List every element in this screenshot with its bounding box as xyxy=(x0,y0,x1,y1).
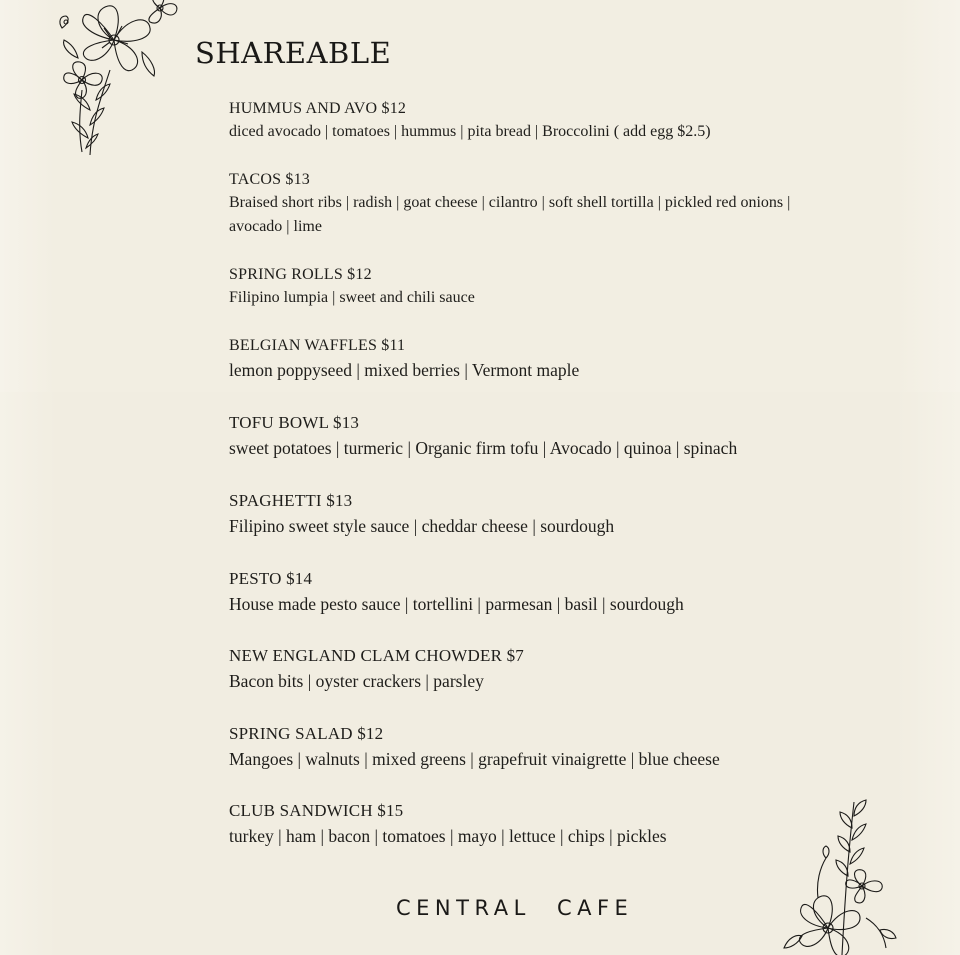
menu-item-heading: SPRING ROLLS $12 xyxy=(229,266,372,283)
menu-item-description: sweet potatoes | turmeric | Organic firm tofu | Avocado | quinoa | spinach xyxy=(229,438,738,458)
menu-item-heading: HUMMUS AND AVO $12 xyxy=(229,100,407,117)
menu-item-heading: CLUB SANDWICH $15 xyxy=(229,801,404,820)
menu-item xyxy=(229,489,829,539)
menu-item xyxy=(229,799,829,849)
menu-item-description: Bacon bits | oyster crackers | parsley xyxy=(229,671,484,691)
menu-item-heading: SPRING SALAD $12 xyxy=(229,724,384,743)
menu-item-heading: PESTO $14 xyxy=(229,569,313,588)
menu-item-description: Mangoes | walnuts | mixed greens | grapefruit vinaigrette | blue cheese xyxy=(229,749,720,769)
menu-item-description: House made pesto sauce | tortellini | parmesan | basil | sourdough xyxy=(229,594,684,614)
menu-item-heading: SPAGHETTI $13 xyxy=(229,491,353,510)
menu-item-description: Braised short ribs | radish | goat cheese | cilantro | soft shell tortilla | pickled red onions | avocado | lime xyxy=(229,194,791,235)
menu-item-heading: NEW ENGLAND CLAM CHOWDER $7 xyxy=(229,646,525,665)
menu-item-description: lemon poppyseed | mixed berries | Vermont maple xyxy=(229,360,580,380)
menu-item-heading: TACOS $13 xyxy=(229,171,310,188)
floral-sketch-icon xyxy=(52,0,182,160)
menu-item-heading: TOFU BOWL $13 xyxy=(229,413,360,432)
menu-item-description: turkey | ham | bacon | tomatoes | mayo | lettuce | chips | pickles xyxy=(229,826,667,846)
menu-item xyxy=(229,644,829,694)
menu-item-description: diced avocado | tomatoes | hummus | pita bread | Broccolini ( add egg $2.5) xyxy=(229,123,711,140)
menu-item xyxy=(229,411,829,461)
menu-item xyxy=(229,98,829,144)
menu-item-description: Filipino sweet style sauce | cheddar cheese | sourdough xyxy=(229,516,615,536)
menu-item xyxy=(229,264,829,310)
menu-item-heading: BELGIAN WAFFLES $11 xyxy=(229,337,406,354)
menu-item-description: Filipino lumpia | sweet and chili sauce xyxy=(229,289,475,306)
section-title: SHAREABLE xyxy=(195,36,392,70)
menu-item xyxy=(229,722,829,772)
cafe-name-footer: CENTRAL CAFE xyxy=(396,896,634,920)
menu-item xyxy=(229,169,829,239)
menu-item xyxy=(229,567,829,617)
menu-item xyxy=(229,335,829,383)
